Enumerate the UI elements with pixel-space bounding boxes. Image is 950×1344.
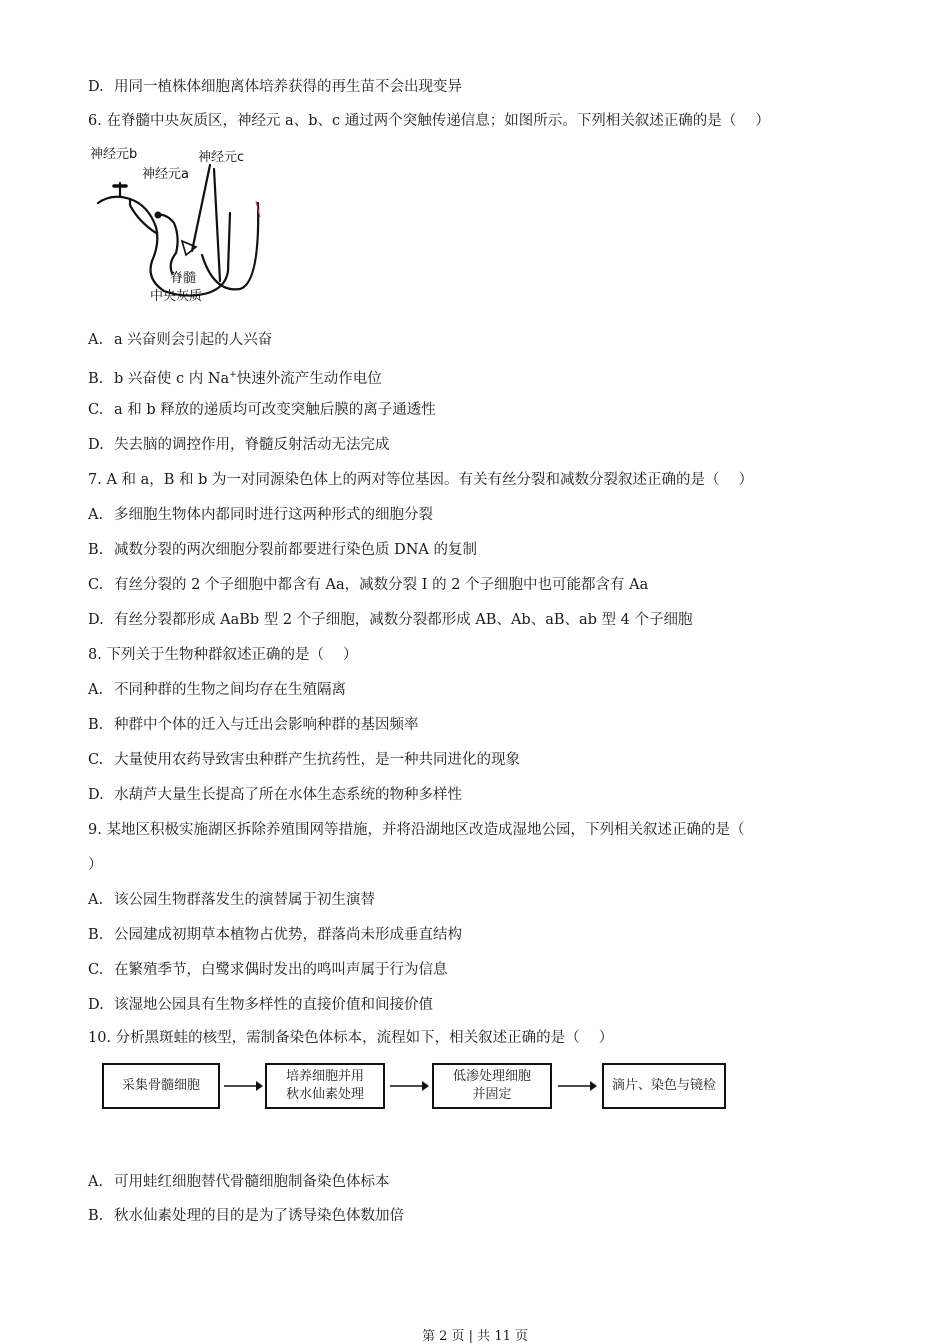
q9-option-b <box>88 925 462 945</box>
arrow-right-icon <box>222 1079 264 1093</box>
option-text: 失去脑的调控作用，脊髓反射活动无法完成 <box>114 437 390 453</box>
label-neuron-a: 神经元a <box>142 167 189 182</box>
option-letter: C. <box>88 752 104 768</box>
option-text: 在繁殖季节，白鹭求偶时发出的鸣叫声属于行为信息 <box>114 962 448 978</box>
q8-stem: 8. 下列关于生物种群叙述正确的是（ ） <box>88 647 358 663</box>
page-footer: 第 2 页 | 共 11 页 <box>422 1329 528 1344</box>
option-letter: A. <box>88 1174 104 1190</box>
q8-option-b <box>88 715 419 735</box>
q7-option-a <box>88 505 433 525</box>
option-text-post: 快速外流产生动作电位 <box>236 370 382 387</box>
flow-step-line: 采集骨髓细胞 <box>121 1078 200 1093</box>
option-text: 种群中个体的迁入与迁出会影响种群的基因频率 <box>114 717 419 733</box>
flow-step-line: 培养细胞并用 <box>285 1069 364 1084</box>
option-letter: B. <box>88 927 104 943</box>
option-letter: B. <box>88 717 104 733</box>
q8-option-d <box>88 785 462 805</box>
option-text: 有丝分裂的 2 个子细胞中都含有 Aa，减数分裂 Ⅰ 的 2 个子细胞中也可能都含有 Aa <box>114 577 649 593</box>
flow-step-line: 低渗处理细胞 <box>452 1069 531 1084</box>
option-letter: C. <box>88 402 104 418</box>
superscript-plus: + <box>229 370 237 380</box>
option-text: a 兴奋则会引起的人兴奋 <box>114 332 273 348</box>
q6-option-d <box>88 435 390 455</box>
option-text: a 和 b 释放的递质均可改变突触后膜的离子通透性 <box>114 402 436 418</box>
flow-step-1 <box>102 1063 220 1109</box>
q7-option-d <box>88 610 692 630</box>
q7-option-c <box>88 575 648 595</box>
option-letter: B. <box>88 370 104 387</box>
q8-option-a <box>88 680 346 700</box>
q6-stem: 6. 在脊髓中央灰质区，神经元 a、b、c 通过两个突触传递信息；如图所示。下列相关叙述正确的是（ ） <box>88 113 770 129</box>
arrow-right-icon <box>556 1079 598 1093</box>
option-letter: D. <box>88 997 104 1013</box>
option-letter: D. <box>88 787 104 803</box>
option-text: 该湿地公园具有生物多样性的直接价值和间接价值 <box>114 997 433 1013</box>
option-letter: A. <box>88 892 104 908</box>
option-text: 有丝分裂都形成 AaBb 型 2 个子细胞，减数分裂都形成 AB、Ab、aB、ab 型 4 个子细胞 <box>114 612 693 628</box>
q9-stem: 9. 某地区积极实施湖区拆除养殖围网等措施，并将沿湖地区改造成湿地公园，下列相关叙述正确的是（ <box>88 822 745 838</box>
option-letter: D. <box>88 79 104 95</box>
flow-step-line: 并固定 <box>472 1087 512 1102</box>
q7-stem: 7. A 和 a，B 和 b 为一对同源染色体上的两对等位基因。有关有丝分裂和减数分裂叙述正确的是（ ） <box>88 472 754 488</box>
option-letter: A. <box>88 682 104 698</box>
option-letter: D. <box>88 612 104 628</box>
option-text: 大量使用农药导致害虫种群产生抗药性，是一种共同进化的现象 <box>114 752 520 768</box>
label-neuron-b: 神经元b <box>90 147 138 162</box>
flow-step-line: 秋水仙素处理 <box>285 1087 364 1102</box>
label-spinal-cord: 脊髓 <box>170 271 197 286</box>
q9-option-d <box>88 995 433 1015</box>
option-text: 水葫芦大量生长提高了所在水体生态系统的物种多样性 <box>114 787 462 803</box>
arrow-right-icon <box>388 1079 430 1093</box>
option-text: 可用蛙红细胞替代骨髓细胞制备染色体标本 <box>114 1174 390 1190</box>
q7-option-b <box>88 540 477 560</box>
flow-step-2 <box>265 1063 385 1109</box>
option-text: 减数分裂的两次细胞分裂前都要进行染色质 DNA 的复制 <box>114 542 478 558</box>
spinal-cord-neuron-diagram <box>90 143 275 303</box>
label-neuron-c: 神经元c <box>198 150 245 165</box>
q10-option-b <box>88 1206 404 1226</box>
q10-option-a <box>88 1172 390 1192</box>
option-letter: C. <box>88 962 104 978</box>
flow-step-3 <box>432 1063 552 1109</box>
q9-stem-continued: ） <box>88 857 103 873</box>
option-text: 用同一植株体细胞离体培养获得的再生苗不会出现变异 <box>114 79 462 95</box>
option-letter: D. <box>88 437 104 453</box>
option-letter: B. <box>88 1208 104 1224</box>
option-text: 多细胞生物体内都同时进行这两种形式的细胞分裂 <box>114 507 433 523</box>
q6-option-b <box>88 365 382 389</box>
q10-stem: 10. 分析黑斑蛙的核型，需制备染色体标本，流程如下，相关叙述正确的是（ ） <box>88 1030 614 1046</box>
flow-step-line: 滴片、染色与镜检 <box>611 1078 716 1093</box>
q8-option-c <box>88 750 520 770</box>
option-letter: A. <box>88 332 104 348</box>
option-text: 公园建成初期草本植物占优势，群落尚未形成垂直结构 <box>114 927 462 943</box>
flow-step-4 <box>602 1063 726 1109</box>
label-central-gray: 中央灰质 <box>150 289 203 304</box>
q9-option-c <box>88 960 448 980</box>
option-text: 该公园生物群落发生的演替属于初生演替 <box>114 892 375 908</box>
option-letter: A. <box>88 507 104 523</box>
q9-option-a <box>88 890 375 910</box>
q6-option-c <box>88 400 436 420</box>
option-letter: B. <box>88 542 104 558</box>
q6-option-a <box>88 330 272 350</box>
option-text: 秋水仙素处理的目的是为了诱导染色体数加倍 <box>114 1208 404 1224</box>
option-text-pre: b 兴奋使 c 内 Na <box>114 370 230 387</box>
option-text: 不同种群的生物之间均存在生殖隔离 <box>114 682 346 698</box>
option-letter: C. <box>88 577 104 593</box>
q5-option-d <box>88 77 462 97</box>
karyotype-flowchart <box>0 1063 950 1115</box>
